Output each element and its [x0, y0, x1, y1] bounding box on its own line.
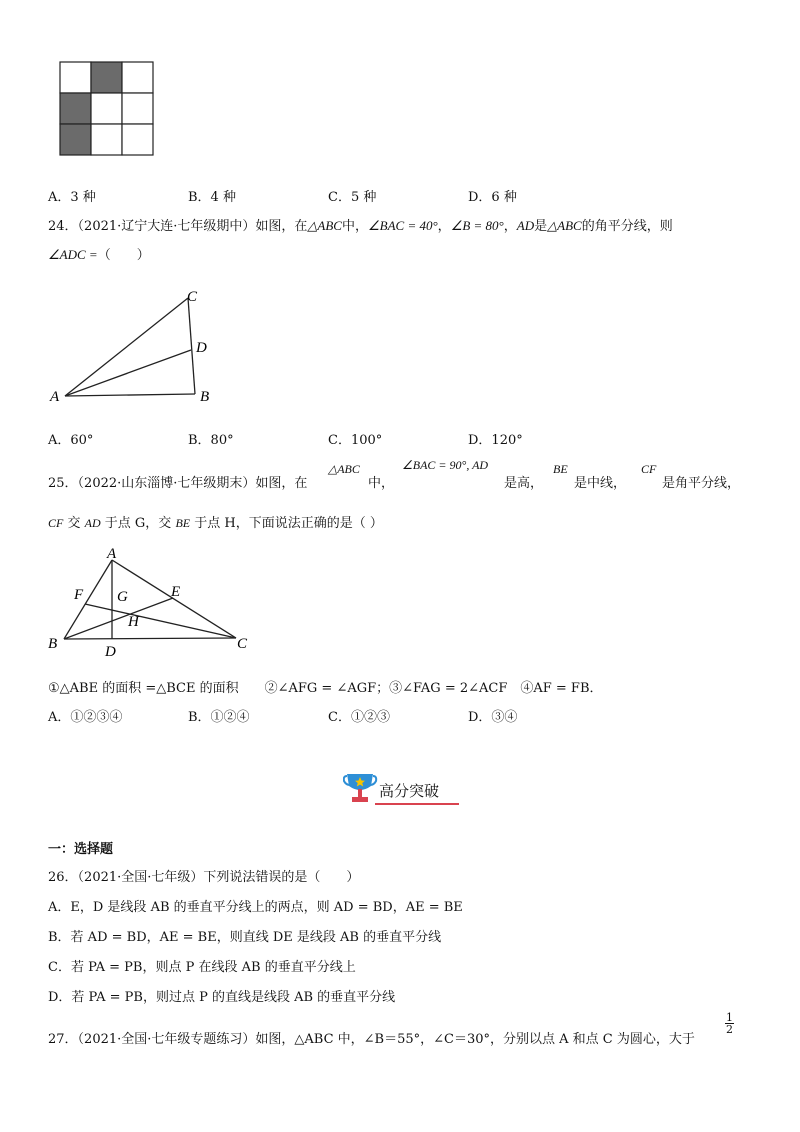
q24-sep1: ， — [437, 219, 451, 234]
q24-stem — [48, 215, 673, 234]
q24-label-b: B — [200, 389, 210, 405]
q24-option-a[interactable]: A．60° — [48, 433, 94, 448]
q27-frac-den: 2 — [726, 1023, 733, 1036]
q24-label-d: D — [196, 340, 207, 356]
q24-side-ac — [65, 298, 188, 396]
q24-option-b[interactable]: B．80° — [188, 433, 234, 448]
q25-text3: 是中线， — [574, 476, 627, 491]
q25-option-a[interactable]: A．①②③④ — [48, 710, 123, 725]
q25-condition: ∠BAC = 90°, AD — [402, 458, 489, 472]
q25-label-g: G — [117, 589, 128, 605]
q25-label-d: D — [105, 644, 116, 660]
section-title: 一：选择题 — [48, 842, 114, 857]
q25-side-ab — [64, 560, 112, 639]
q25-text2: 是高， — [504, 476, 544, 491]
grid-cell-shaded — [60, 93, 91, 124]
banner-title: 高分突破 — [379, 784, 440, 800]
q25-stem-line2 — [48, 512, 383, 531]
q25-line2-ad: AD — [84, 516, 101, 530]
q27-fraction — [725, 1012, 734, 1035]
q25-be: BE — [553, 462, 568, 476]
q24-stem-line2 — [48, 244, 150, 263]
q24-angle-adc: ∠ADC = — [48, 247, 98, 262]
q25-line2-b: 于点 G，交 — [104, 516, 172, 531]
q25-side-bc — [64, 638, 236, 639]
q25-triangle: △ABC — [328, 462, 360, 476]
q25-line2-be: BE — [175, 516, 191, 530]
q25-text1: 中， — [368, 476, 395, 491]
q24-side-ab — [65, 394, 195, 396]
q25-line2-c: 于点 H，下面说法正确的是（ ） — [194, 516, 383, 531]
q24-paren: （ ） — [97, 248, 150, 263]
grid-cells — [60, 62, 153, 155]
q25-statements: ①△ABE 的面积 =△BCE 的面积 ②∠AFG = ∠AGF；③∠FAG = 2∠ACF ④AF = FB． — [48, 681, 603, 696]
q25-bisector-cf — [85, 604, 236, 638]
q25-option-d[interactable]: D．③④ — [468, 710, 518, 725]
grid-cell — [60, 62, 91, 93]
q24-side-cb — [188, 298, 195, 394]
q24-option-c[interactable]: C．100° — [328, 433, 383, 448]
q24-triangle: △ABC — [307, 218, 342, 233]
q26-option-c[interactable]: C．若 PA = PB，则点 P 在线段 AB 的垂直平分线上 — [48, 960, 356, 975]
q25-text4: 是角平分线， — [662, 476, 741, 491]
q24-ad: AD — [516, 218, 535, 233]
q25-label-e: E — [171, 584, 181, 600]
q24-angle-b: ∠B = 80° — [450, 218, 504, 233]
q24-text1: 中， — [341, 219, 368, 234]
grid-cell — [122, 62, 153, 93]
q23-option-c[interactable]: C．5 种 — [328, 190, 377, 205]
q25-number: 25． — [48, 476, 78, 491]
q23-grid-figure — [58, 60, 156, 160]
q24-option-d[interactable]: D．120° — [468, 433, 523, 448]
q24-triangle2: △ABC — [547, 218, 582, 233]
q26-option-a[interactable]: A．E，D 是线段 AB 的垂直平分线上的两点，则 AD = BD，AE = BE — [48, 900, 463, 915]
q26-stem: 26．（2021·全国·七年级）下列说法错误的是（ ） — [48, 870, 360, 885]
grid-cell — [122, 124, 153, 155]
section-banner — [343, 768, 461, 808]
q25-option-c[interactable]: C．①②③ — [328, 710, 390, 725]
q24-sep2: ， — [503, 219, 517, 234]
q25-source: （2022·山东淄博·七年级期末）如图，在 — [77, 476, 308, 491]
q24-text3: 的角平分线，则 — [581, 219, 673, 234]
grid-cell — [91, 93, 122, 124]
q23-option-b[interactable]: B．4 种 — [188, 190, 236, 205]
grid-cell-shaded — [60, 124, 91, 155]
q25-label-b: B — [48, 636, 58, 652]
q23-option-a[interactable]: A．3 种 — [48, 190, 96, 205]
q26-option-b[interactable]: B．若 AD = BD，AE = BE，则直线 DE 是线段 AB 的垂直平分线 — [48, 930, 442, 945]
q24-triangle-figure — [48, 284, 228, 414]
q23-option-d[interactable]: D．6 种 — [468, 190, 517, 205]
q27-stem: 27．（2021·全国·七年级专题练习）如图，△ABC 中，∠B＝55°，∠C＝30°，分别以点 A 和点 C 为圆心，大于 — [48, 1032, 695, 1047]
q25-label-a: A — [107, 546, 117, 562]
q25-triangle-figure — [44, 546, 254, 660]
grid-cell — [122, 93, 153, 124]
q24-label-c: C — [187, 289, 198, 305]
q25-line2-a: 交 — [67, 516, 81, 531]
q25-option-b[interactable]: B．①②④ — [188, 710, 250, 725]
grid-cell — [91, 124, 122, 155]
q26-option-d[interactable]: D．若 PA = PB，则过点 P 的直线是线段 AB 的垂直平分线 — [48, 990, 396, 1005]
grid-cell-shaded — [91, 62, 122, 93]
q25-label-h: H — [128, 614, 139, 630]
q24-segment-ad — [65, 350, 191, 396]
q24-text2: 是 — [534, 219, 548, 234]
q24-source: （2021·辽宁大连·七年级期中）如图，在 — [77, 219, 308, 234]
q25-cf: CF — [641, 462, 657, 476]
trophy-icon — [343, 768, 461, 808]
q25-stem — [48, 472, 307, 491]
q24-label-a: A — [50, 389, 60, 405]
q27-frac-num: 1 — [726, 1011, 733, 1024]
q24-number: 24． — [48, 219, 78, 234]
q25-line2-cf: CF — [48, 516, 64, 530]
q25-label-c: C — [237, 636, 248, 652]
q24-angle-bac: ∠BAC = 40° — [367, 218, 438, 233]
q25-label-f: F — [74, 587, 84, 603]
